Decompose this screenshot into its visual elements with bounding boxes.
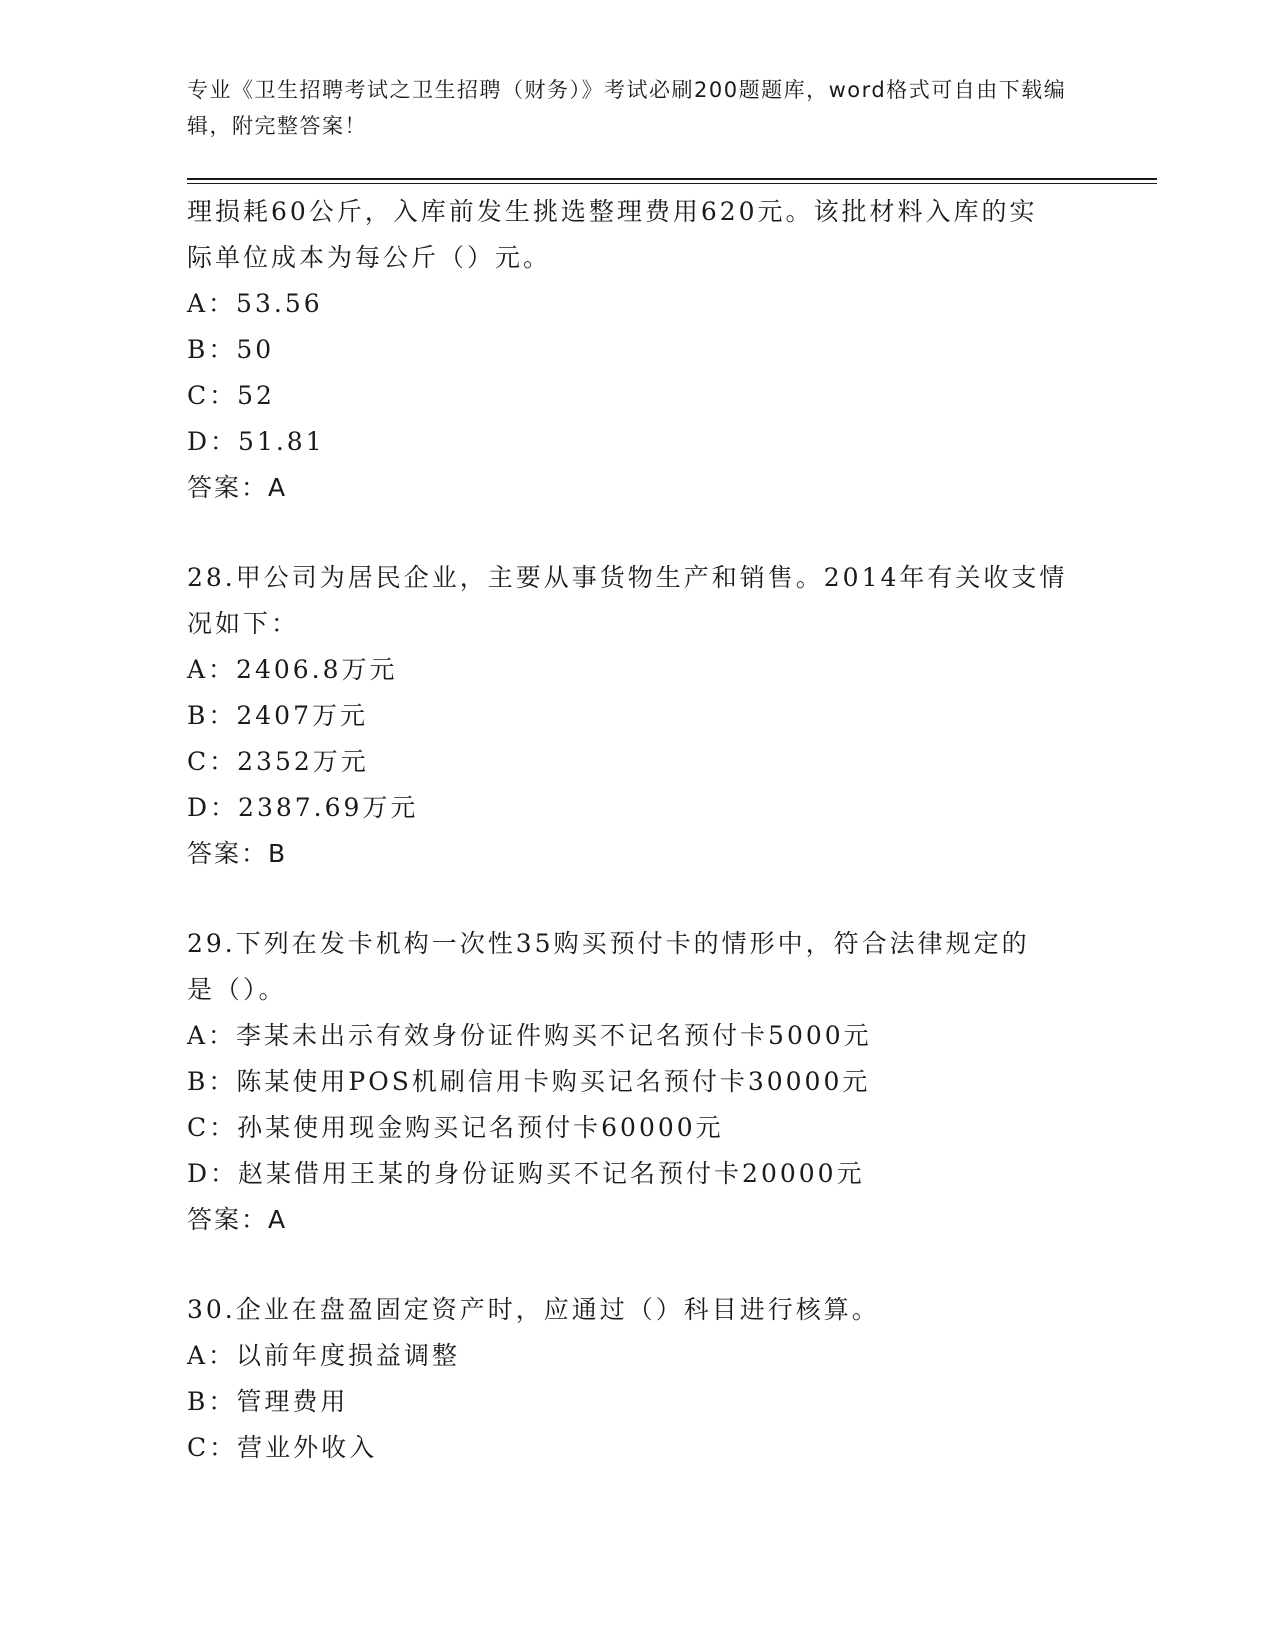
question-block <box>187 921 1087 1243</box>
answer-line: 答案：A <box>187 473 288 502</box>
question-spacer <box>187 511 1087 555</box>
question-stem-line: 30.企业在盘盈固定资产时，应通过（）科目进行核算。 <box>187 1295 880 1324</box>
question-stem-line: 29.下列在发卡机构一次性35购买预付卡的情形中，符合法律规定的 <box>187 929 1030 958</box>
option-d: D：赵某借用王某的身份证购买不记名预付卡20000元 <box>187 1159 865 1188</box>
option-a: A：以前年度损益调整 <box>187 1341 461 1370</box>
option-d: D：51.81 <box>187 427 325 456</box>
question-block <box>187 1287 1087 1471</box>
document-header: 专业《卫生招聘考试之卫生招聘（财务）》考试必刷200题题库，word格式可自由下载编辑，附完整答案！ <box>187 78 1067 138</box>
option-c: C：孙某使用现金购买记名预付卡60000元 <box>187 1113 724 1142</box>
question-block <box>187 189 1087 511</box>
option-b: B：陈某使用POS机刷信用卡购买记名预付卡30000元 <box>187 1067 871 1096</box>
question-stem-line: 是（）。 <box>187 975 287 1004</box>
answer-line: 答案：B <box>187 839 288 868</box>
option-a: A：李某未出示有效身份证件购买不记名预付卡5000元 <box>187 1021 872 1050</box>
option-a: A：2406.8万元 <box>187 655 398 684</box>
question-block <box>187 555 1087 877</box>
header-divider-thin <box>187 183 1157 184</box>
option-b: B：50 <box>187 335 275 364</box>
option-c: C：营业外收入 <box>187 1433 378 1462</box>
question-stem-line: 况如下： <box>187 609 300 638</box>
answer-line: 答案：A <box>187 1205 288 1234</box>
option-d: D：2387.69万元 <box>187 793 419 822</box>
option-a: A：53.56 <box>187 289 323 318</box>
option-b: B：2407万元 <box>187 701 368 730</box>
header-divider-thick <box>187 178 1157 180</box>
question-stem-line: 际单位成本为每公斤（）元。 <box>187 243 552 272</box>
question-spacer <box>187 1243 1087 1287</box>
question-stem-line: 理损耗60公斤，入库前发生挑选整理费用620元。该批材料入库的实 <box>187 197 1038 226</box>
option-b: B：管理费用 <box>187 1387 349 1416</box>
question-list <box>187 189 1087 1471</box>
option-c: C：52 <box>187 381 275 410</box>
question-stem-line: 28.甲公司为居民企业，主要从事货物生产和销售。2014年有关收支情 <box>187 563 1068 592</box>
option-c: C：2352万元 <box>187 747 369 776</box>
question-spacer <box>187 877 1087 921</box>
